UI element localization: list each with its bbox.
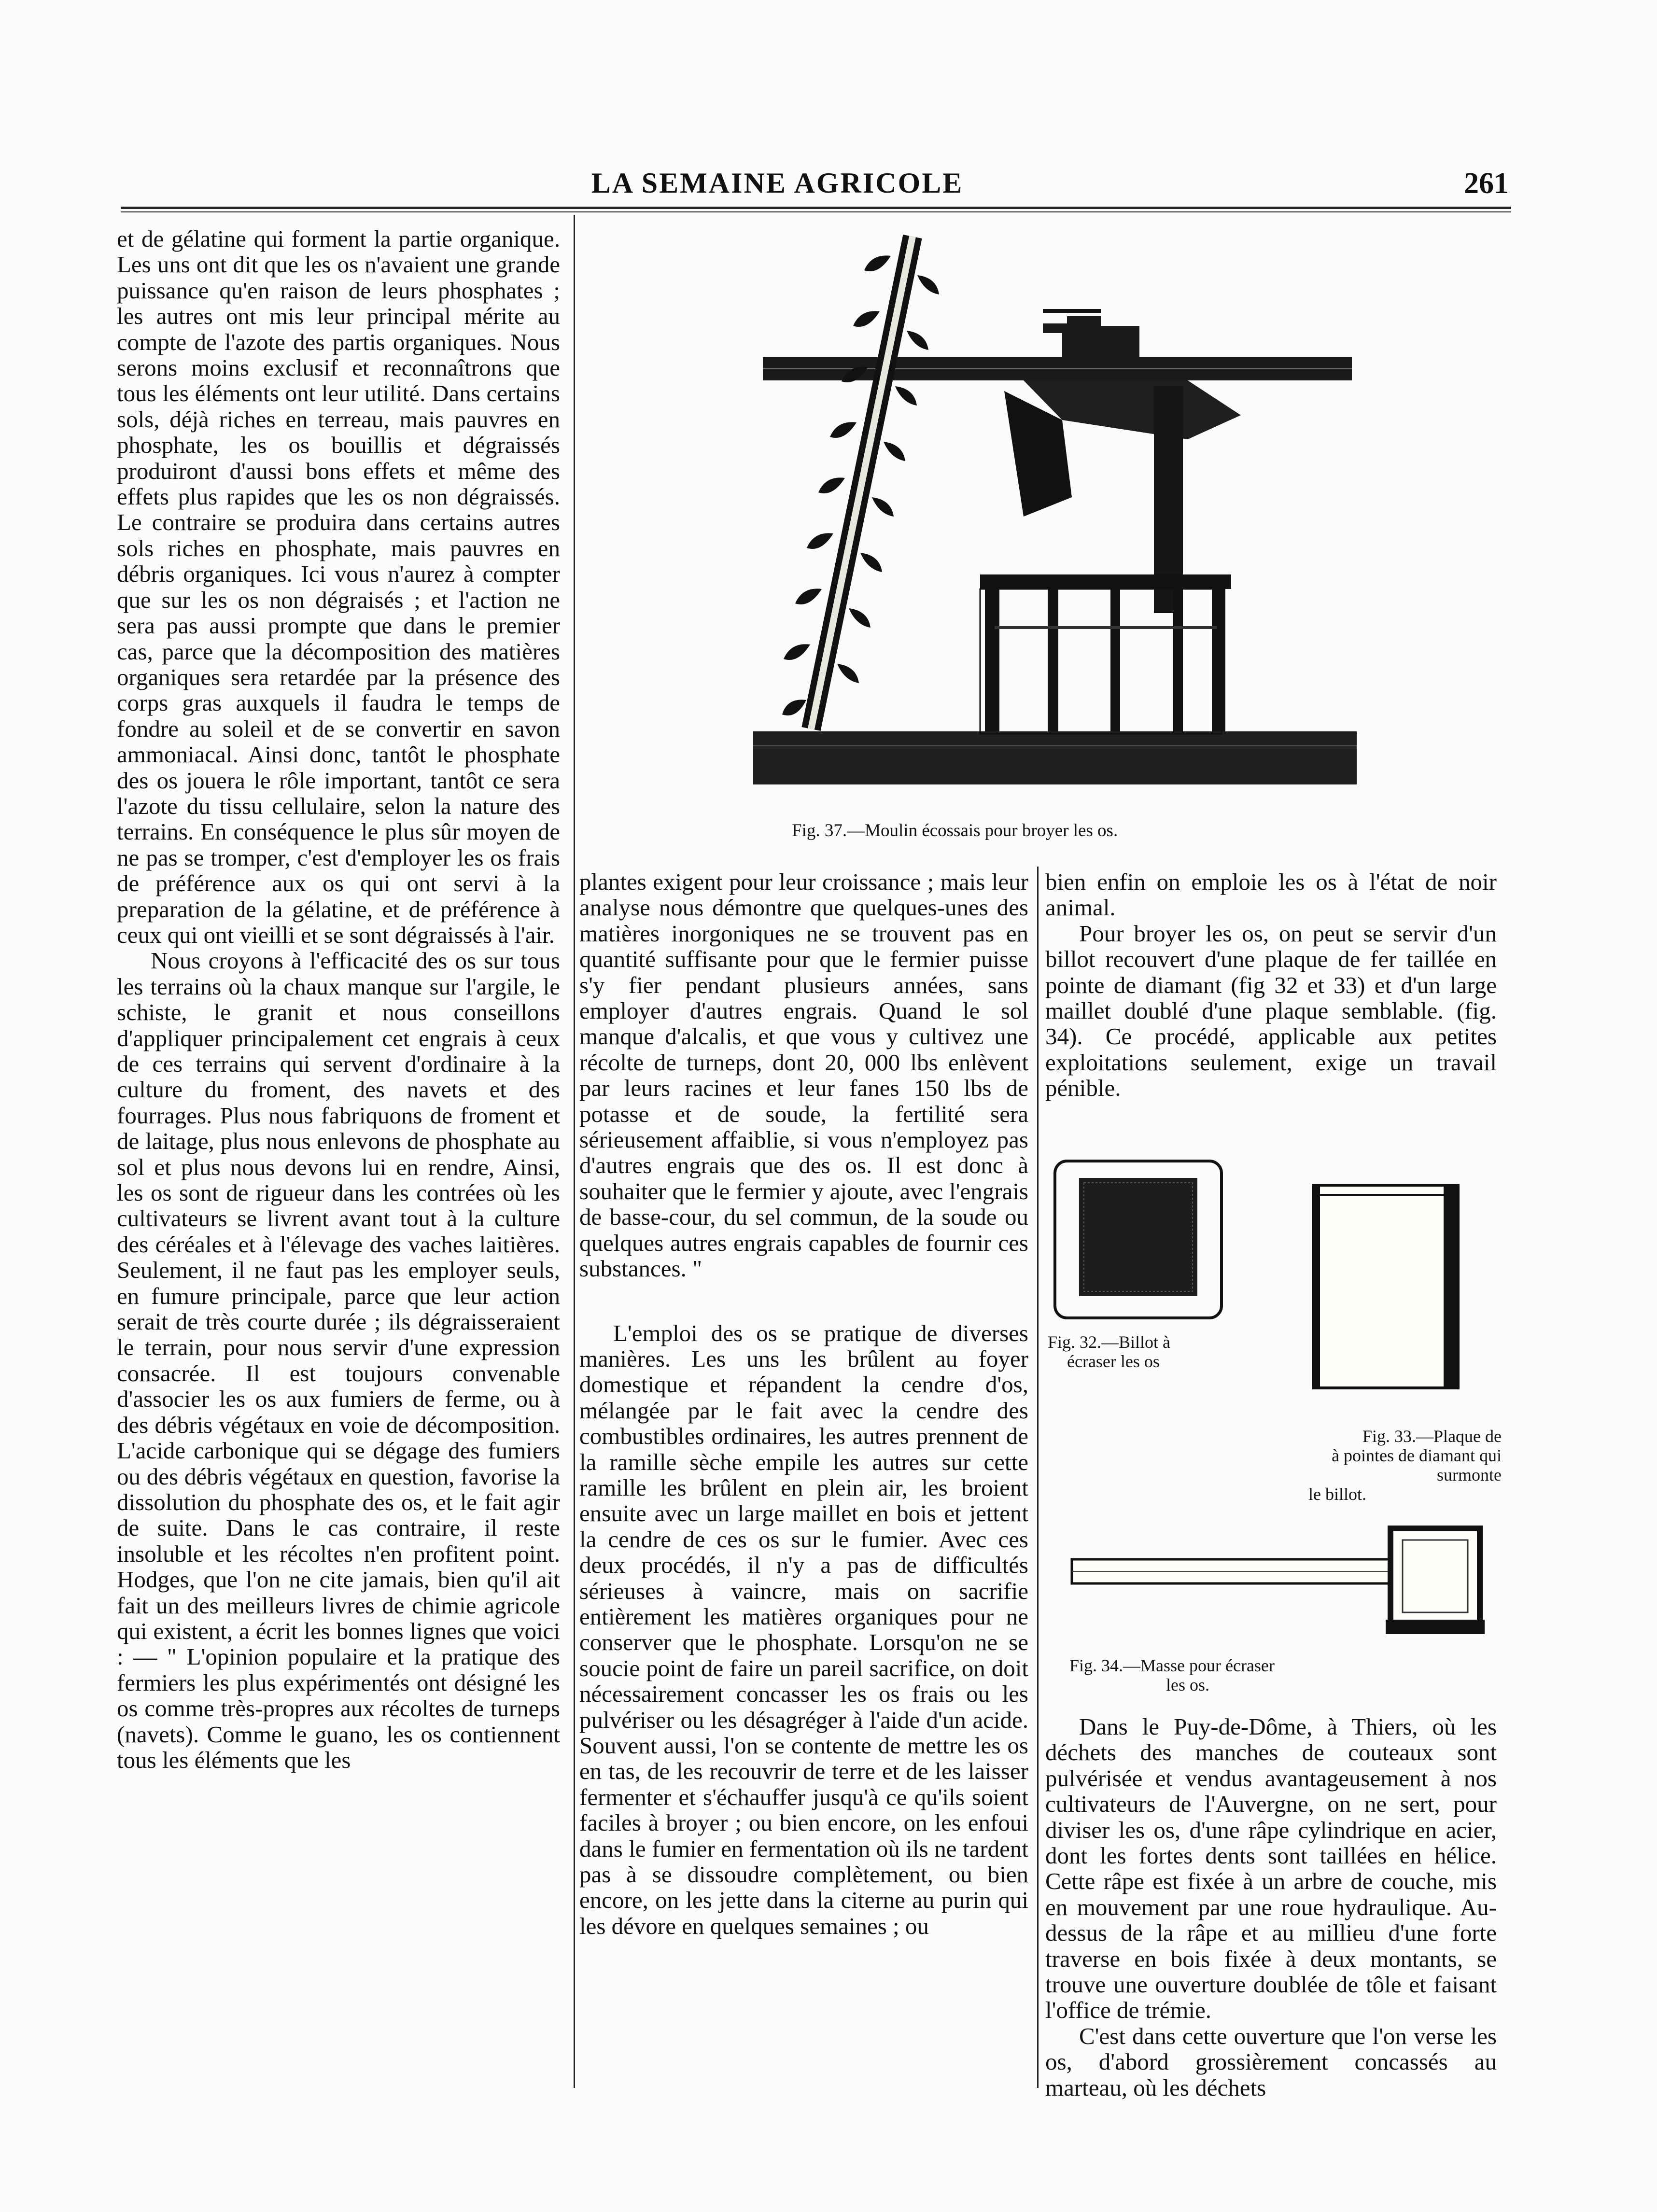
figure-33-caption-line3: le billot. [1308,1484,1366,1504]
figure-32-billot [1053,1159,1226,1323]
figure-33-caption-line2: à pointes de diamant qui surmonte [1332,1446,1502,1484]
paragraph: Nous croyons à l'efficacité des os sur tous les terrains où la chaux manque sur l'argile, le schiste, le granit et nous conseillons d'appliquer principalement cet engrais à ceux de ces terrains qui servent d'ordinaire à la culture du froment, des navets et des fourrages. Plus nous fabriquons de froment et de laitage, plus nous enlevons de phosphate au sol et plus nous devons lui en rendre, Ainsi, les os sont de rigueur dans les contrées où les cultivateurs se livrent avant tout à la culture des céréales et à l'élevage des vaches laitières. Seulement, il ne faut pas les employer seuls, en fumure principale, parce que leur action serait de très courte durée ; ils dégraisseraient le terrain, pour nous servir d'une expression consacrée. Il est toujours convenable d'associer les os aux fumiers de ferme, ou à des débris végétaux en voie de décomposition. L'acide carbonique qui se dégage des fumiers ou des débris végétaux en question, favorise la dissolution du phosphate des os, et le fait agir de suite. Dans le cas contraire, il reste insoluble et les récoltes n'en profitent point. Hodges, que l'on ne cite jamais, bien qu'il ait fait un des meilleurs livres de chimie agricole qui existent, a écrit les bonnes lignes que voici : — " L'opinion populaire et la pratique des fermiers les plus expérimentés ont désigné les os comme très-propres aux récoltes de turneps (navets). Comme le guano, les os contiennent tous les éléments que les [117,947,560,1773]
figure-34-caption-line2: les os. [1166,1675,1209,1694]
masse-illustration [1067,1526,1492,1637]
running-header-title: LA SEMAINE AGRICOLE [591,167,964,199]
column-rule-right [1037,867,1039,2088]
header-rule [121,207,1511,209]
page-number: 261 [1464,167,1509,200]
figure-34-caption [1069,1656,1378,1694]
plaque-illustration [1304,1180,1468,1393]
figure-32-caption-line2: écraser les os [1067,1352,1160,1371]
figure-34-caption-line1: Fig. 34.—Masse pour écraser [1069,1656,1275,1675]
paragraph: Dans le Puy-de-Dôme, à Thiers, où les déchets des manches de couteaux sont pulvérisée et vendus avantageusement à nos cultivateurs de l'Auvergne, on ne sert, pour diviser les os, d'une râpe cylindrique en acier, dont les fortes dents sont taillées en hélice. Cette râpe est fixée à un arbre de couche, mis en mouvement par une roue hydraulique. Au-dessus de la râpe et au millieu d'une forte traverse en bois fixée à deux montants, se trouve une ouverture doublée de tôle et faisant l'office de trémie. [1045,1713,1497,2024]
header-rule-thin [121,211,1511,212]
figure-34-masse [1067,1526,1492,1637]
column-right-top [1045,869,1497,1101]
paragraph: Pour broyer les os, on peut se servir d'un billot recouvert d'une plaque de fer taillée en pointe de diamant (fig 32 et 33) et d'un large maillet doublé d'une plaque semblable. (fig. 34). Ce procédé, applicable aux petites exploitations seulement, exige un travail pénible. [1045,920,1497,1102]
figure-33-caption-line1: Fig. 33.—Plaque de [1362,1427,1502,1446]
paragraph: plantes exigent pour leur croissance ; mais leur analyse nous démontre que quelques-unes des matières inorgoniques ne se trouvent pas en quantité suffisante pour que le fermier puisse s'y fier pendant plusieurs années, sans employer d'autres engrais. Quand le sol manque d'alcalis, et que vous y cultivez une récolte de turneps, dont 20, 000 lbs enlèvent par leurs racines et leur fanes 150 lbs de potasse et de soude, la fertilité sera sérieusement affaiblie, si vous n'employez pas d'autres engrais que des os. Il est donc à souhaiter que le fermier y ajoute, avec l'engrais de basse-cour, du sel commun, de la soude ou quelques autres engrais capables de fournir ces substances. " [579,868,1028,1282]
paragraph: bien enfin on emploie les os à l'état de noir animal. [1045,868,1497,921]
column-left [117,226,560,1773]
column-middle [579,869,1028,1939]
paragraph: L'emploi des os se pratique de diverses manières. Les uns les brûlent au foyer domestique et répandent la cendre d'os, mélangée par le fait avec la cendre des combustibles ordinaires, les autres prennent de la ramille sèche empile les autres sur cette ramille les brûlent en plein air, les broient ensuite avec un large maillet en bois et jettent la cendre de ces os sur le fumier. Avec ces deux procédés, il n'y a pas de difficultés sérieuses à vaincre, mais on sacrifie entièrement les matières organiques pour ne conserver que le phosphate. Lorsqu'on ne se soucie point de faire un pareil sacrifice, on doit nécessairement concasser les os frais ou les pulvériser ou les désagréger à l'aide d'un acide. Souvent aussi, l'on se contente de mettre les os en tas, de les recouvrir de terre et de les laisser fermenter et s'échauffer jusqu'à ce qu'ils soient faciles à broyer ; ou bien encore, on les enfoui dans le fumier en fermentation où ils ne tardent pas à se dissoudre complètement, ou bien encore, on les jette dans la citerne au purin qui les dévore en quelques semaines ; ou [579,1319,1028,1939]
figure-33-caption [1284,1427,1502,1504]
figure-37-bone-mill [753,227,1362,787]
figure-33-plaque [1304,1180,1468,1393]
figure-37-caption: Fig. 37.—Moulin écossais pour broyer les os. [792,821,1118,840]
bone-mill-illustration [753,227,1362,787]
figure-32-caption-line1: Fig. 32.—Billot à [1048,1332,1171,1352]
paragraph: C'est dans cette ouverture que l'on verse les os, d'abord grossièrement concassés au marteau, où les déchets [1045,2022,1497,2101]
column-rule-left [574,215,575,2088]
column-right-bottom [1045,1714,1497,2100]
figure-32-caption [1048,1332,1231,1371]
paragraph: et de gélatine qui forment la partie organique. Les uns ont dit que les os n'avaient une grande puissance qu'en raison de leurs phosphates ; les autres ont mis leur principal mérite au compte de l'azote des partis organiques. Nous serons moins exclusif et reconnaîtrons que tous les éléments ont leur utilité. Dans certains sols, déjà riches en terreau, mais pauvres en phosphate, les os bouillis et dégraissés produiront d'aussi bons effets et même des effets plus rapides que les os non dégraissés. Le contraire se produira dans certains autres sols riches en phosphate, mais pauvres en débris organiques. Ici vous n'aurez à compter que sur les os non dégraisés ; et l'action ne sera pas aussi prompte que dans le premier cas, parce que la décomposition des matières organiques sera retardée par la présence des corps gras auxquels il faudra le temps de fondre au soleil et de se convertir en savon ammoniacal. Ainsi donc, tantôt le phosphate des os jouera le rôle important, tantôt ce sera l'azote du tissu cellulaire, selon la nature des terrains. En conséquence le plus sûr moyen de ne pas se tromper, c'est d'employer les os frais de préférence aux os qui ont servi à la preparation de la gélatine, et de préférence à ceux qui ont vieilli et se sont dégraissés à l'air. [117,225,560,948]
billot-illustration [1053,1159,1226,1323]
